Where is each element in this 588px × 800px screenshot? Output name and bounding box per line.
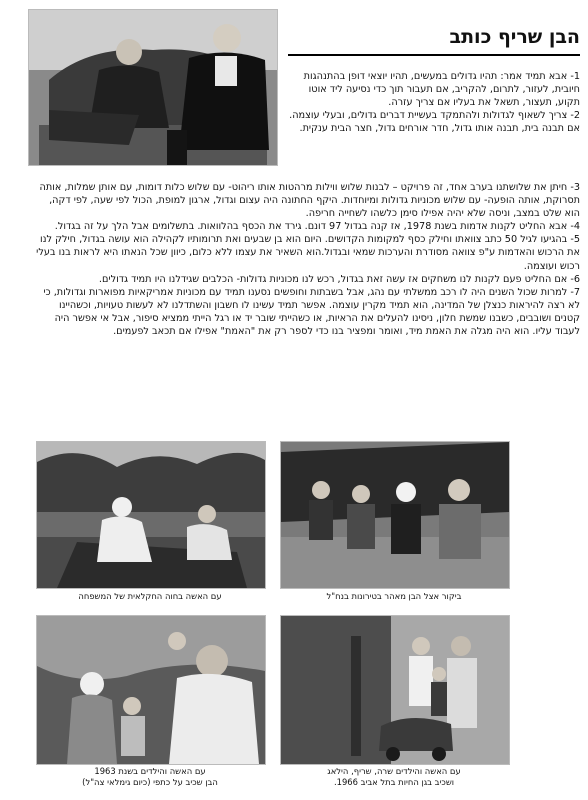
paragraph-2: 2- צריך לשאוף לגדולות ולהתמקד בעשיית דברים גדולים, ובעלי עוצמה. אם תבנה בית, תבנה אותו גדול, חדר אורחים גדול, חצר הבית ענקית.: [289, 110, 580, 135]
title-divider: [288, 54, 580, 56]
caption-family-1963-line2: הבן שכיב על כתפי (כיום גימלאי צה"ל): [82, 777, 218, 787]
photo-father-and-son-on-sofa: [28, 9, 278, 166]
caption-family-1963-line1: עם האשה והילדים בשנת 1963: [94, 766, 206, 776]
photo-family-on-farm: [36, 441, 266, 589]
caption-zoo-1966-line1: עם האשה והילדים שרה, שריף, הילאג: [327, 766, 461, 776]
photo-family-1963: [36, 615, 266, 765]
caption-farm: עם האשה בחוה החקלאית של המשפחה: [78, 591, 222, 601]
caption-soldier-visit: ביקור אצל הבן מאהר בטירונות בנח"ל: [326, 591, 462, 601]
body-text-upper: [288, 70, 580, 135]
caption-zoo-1966: [280, 766, 508, 788]
caption-zoo-1966-line2: ושכיב בגן החיות בתל אביב 1966.: [333, 777, 455, 787]
paragraph-6: 6- אם החליט פעם לקנות לנו משחקים אז עשה זאת בגדול, רכש לנו מכוניות גדולות- הכלבים שגידלנו היו תמיד גדולים.: [98, 273, 580, 285]
page-title: הבן שריף כותב: [449, 26, 580, 48]
caption-family-1963: [36, 766, 264, 788]
body-text-lower: [36, 181, 580, 338]
paragraph-3: 3- חיתן את שלושתנו בערב אחד, זה פרויקט – לבנות שלוש ווילות מרהטות אותו ריהוט- עם שלוש כלות דומות, עם אותן שמלות, אותה תסרוקת, אותה הופעה- עם שלוש מכוניות גדולות ומיוחדות. היקף החתונה היה עצום וגדול, ארגון למופת, הכול לפי שעה, לפי דקה, הוא שלט במצב, וניסה שלא יהיה אפילו סימן כלשהו לשחייה חריפה.: [39, 182, 580, 220]
photo-soldier-visit: [280, 441, 510, 589]
photo-zoo-1966: [280, 615, 510, 765]
paragraph-4: 4- אבא החליט לקנות אדמות בשנת 1978, אז קנה בגדול 97 דונם. גירד את הכסף בהלוואות. בתשלומים אבל הלך על זה בגדול.: [54, 221, 580, 233]
paragraph-7: 7- למרות שכול השנים היה לו רכב ממשלתי עם נהג, אבל בשבתות וחופשים נסענו תמיד עם מכוניות אמריקאיות מפוארות וגדולות, כי לא רצה להיראות כנצלן של המדינה, הוא תמיד מקרין עוצמה. אפשר תמיד עשינו לו חשבון והשתדלנו לא לעשות טעויות, וכשהיינו קטנים ושובבים, כשבנו שמשת חלון, ניסינו להעלים את הראיות, או כשהייתי שובר יד או רגל הייתי ממציא סיפור, אבל אי אפשר היה לעבוד עליו. הוא היה מגלה את האמת מיד, ואומר ומפציר בנו כדי לספר רק את "האמת" אפילו אם תכאב לפעמים.: [43, 286, 580, 338]
paragraph-1: 1- אבא תמיד אמר: תהיו גדולים במעשים, תהיו יוצאי דופן בהתנהגות חיובית, לעזור, לתרום, להקריב, אם תעבור תוך כדי נסיעה ליד אוטו תקוע, תעצור, תשאל את בעליו אם צריך עזרה.: [303, 71, 580, 109]
paragraph-5: 5- בהגיעו לגיל 50 כתב צוואתו וחילק כסף למקומות הקדושים. היום הוא בן שבעים ואת תרומותיו לקהילה הוא עושה בגדול, חילק לנו את הרכוש והאדמות ע"פ צוואה מסודרת והערכות שמאי ובגדול.הוא השאיר את עצמו ללא כלום, כיוון שכל הנאתו היא לראות בנו בעלי רכוש ועוצמה.: [36, 234, 580, 272]
